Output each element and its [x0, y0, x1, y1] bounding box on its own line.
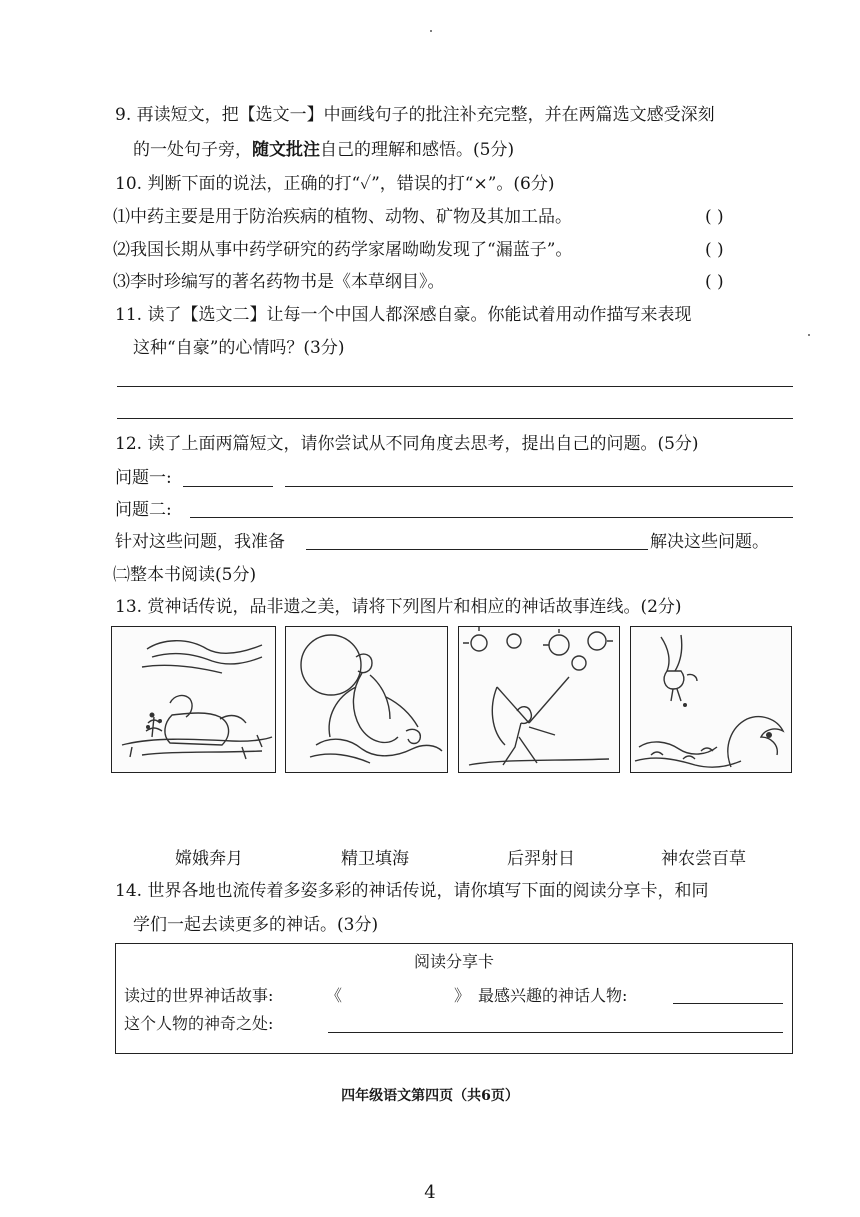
caption-houyi[interactable]: 后羿射日 [507, 849, 575, 869]
scan-speck [808, 334, 810, 336]
q10-answer-box-3[interactable]: ( ) [705, 272, 724, 292]
houyi-illustration-drawing [459, 627, 619, 772]
q12-question1-short-blank[interactable] [183, 486, 273, 487]
card-character-label: 最感兴趣的神话人物: [478, 986, 628, 1005]
q9-line2-a: 的一处句子旁， [133, 140, 252, 160]
q12-question1-label: 问题一: [115, 468, 172, 488]
card-title: 阅读分享卡 [413, 952, 494, 971]
reading-share-card [115, 943, 793, 1054]
q12-question2-label: 问题二: [115, 500, 172, 520]
q13-title: 13. 赏神话传说，品非遗之美，请将下列图片和相应的神话故事连线。(2分) [115, 597, 682, 617]
jingwei-filling-sea-illustration[interactable] [630, 626, 792, 773]
q10-answer-box-1[interactable]: ( ) [705, 207, 724, 227]
q10-title: 10. 判断下面的说法，正确的打“✓”，错误的打“×”。(6分) [115, 174, 555, 194]
q10-item-1: ⑴中药主要是用于防治疾病的植物、动物、矿物及其加工品。 [113, 207, 572, 227]
q9-line1: 9. 再读短文，把【选文一】中画线句子的批注补充完整，并在两篇选文感受深刻 [115, 105, 715, 125]
q9-line2-emphasis: 随文批注 [252, 140, 320, 160]
card-story-label: 读过的世界神话故事: [124, 986, 274, 1005]
q12-plan-prefix: 针对这些问题，我准备 [115, 532, 285, 552]
caption-change[interactable]: 嫦娥奔月 [175, 849, 243, 869]
shennong-illustration-drawing [112, 627, 275, 772]
card-book-close-mark: 》 [454, 986, 471, 1005]
card-magic-label: 这个人物的神奇之处: [124, 1014, 274, 1033]
q12-plan-blank[interactable] [306, 549, 648, 550]
q12-question2-blank[interactable] [190, 517, 793, 518]
page-footer: 四年级语文第四页（共6页） [341, 1088, 519, 1104]
q11-line2: 这种“自豪”的心情吗？(3分) [133, 338, 345, 358]
card-book-open-mark: 《 [326, 986, 343, 1005]
caption-jingwei[interactable]: 精卫填海 [341, 849, 409, 869]
q11-line1: 11. 读了【选文二】让每一个中国人都深感自豪。你能试着用动作描写来表现 [115, 305, 692, 325]
q10-answer-box-2[interactable]: ( ) [705, 240, 724, 260]
page-number: 4 [424, 1182, 436, 1203]
scan-speck [430, 30, 432, 32]
card-story-blank[interactable] [344, 986, 448, 1006]
q10-item-2: ⑵我国长期从事中药学研究的药学家屠呦呦发现了“漏蓝子”。 [113, 240, 573, 260]
change-flying-to-moon-illustration[interactable] [285, 626, 448, 773]
jingwei-illustration-drawing [631, 627, 791, 772]
q11-answer-line-1[interactable] [117, 386, 793, 387]
change-illustration-drawing [286, 627, 447, 772]
section-whole-book-title: ㈡整本书阅读(5分) [113, 565, 257, 585]
q11-answer-line-2[interactable] [117, 418, 793, 419]
q12-plan-suffix: 解决这些问题。 [650, 532, 769, 552]
shennong-tasting-herbs-illustration[interactable] [111, 626, 276, 773]
q10-item-3: ⑶李时珍编写的著名药物书是《本草纲目》。 [113, 272, 445, 292]
card-magic-blank[interactable] [328, 1032, 783, 1033]
card-character-blank[interactable] [673, 1003, 783, 1004]
houyi-shooting-suns-illustration[interactable] [458, 626, 620, 773]
caption-shennong[interactable]: 神农尝百草 [661, 849, 746, 869]
q12-title: 12. 读了上面两篇短文，请你尝试从不同角度去思考，提出自己的问题。(5分) [115, 434, 699, 454]
q14-line1: 14. 世界各地也流传着多姿多彩的神话传说，请你填写下面的阅读分享卡，和同 [115, 881, 709, 901]
q9-line2 [133, 139, 514, 161]
q12-question1-blank[interactable] [285, 486, 793, 487]
q9-line2-c: 自己的理解和感悟。(5分) [320, 140, 515, 160]
q14-line2: 学们一起去读更多的神话。(3分) [133, 915, 379, 935]
